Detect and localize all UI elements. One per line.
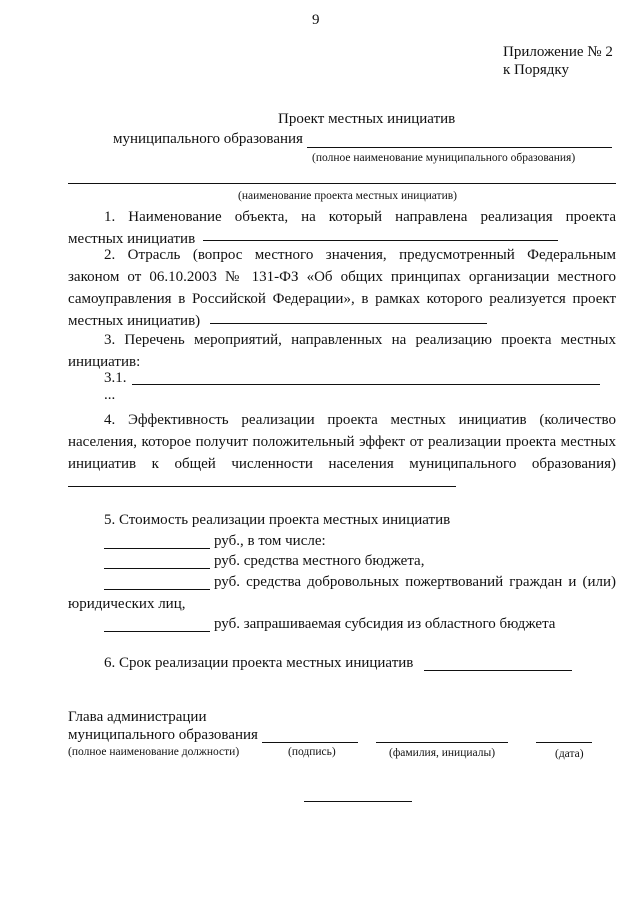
signature-field: [262, 742, 358, 743]
page-number: 9: [312, 12, 320, 28]
item-5-local-field: [104, 568, 210, 569]
caption-signature: (подпись): [288, 746, 336, 758]
item-3-sub: 3.1.: [104, 370, 127, 386]
caption-date: (дата): [555, 748, 584, 760]
item-2-line1: 2. Отрасль (вопрос местного значения, предусмотренный Федеральным: [104, 247, 616, 263]
item-3-line2: инициатив:: [68, 354, 141, 370]
item-4: [68, 409, 616, 475]
name-field: [376, 742, 508, 743]
item-5-row3b: юридических лиц,: [68, 596, 186, 612]
title-line2: муниципального образования: [113, 131, 303, 147]
item-3: [68, 329, 616, 373]
item-5-row2: руб. средства местного бюджета,: [214, 553, 425, 569]
item-3-line1: 3. Перечень мероприятий, направленных на реализацию проекта местных: [104, 332, 616, 348]
item-4-field: [68, 486, 456, 487]
item-5-row3: руб. средства добровольных пожертвований граждан и (или): [214, 574, 616, 590]
closing-rule: [304, 801, 412, 802]
caption-position: (полное наименование должности): [68, 746, 240, 758]
item-2-line2: законом от 06.10.2003 № 131-ФЗ «Об общих принципах организации местного: [68, 269, 616, 285]
signature-line2: муниципального образования: [68, 727, 258, 743]
item-1-field: [203, 240, 558, 241]
item-2-line3: самоуправления в Российской Федерации», в рамках которого реализуется проект: [68, 291, 616, 307]
item-2-field: [210, 323, 487, 324]
item-5-row1: руб., в том числе:: [214, 533, 326, 549]
item-2: [68, 244, 616, 332]
caption-name: (фамилия, инициалы): [389, 747, 496, 759]
item-1-line2: местных инициатив: [68, 231, 196, 247]
item-4-line3: инициатив к общей численности населения муниципального образования): [68, 456, 616, 472]
item-5-donations-field: [104, 589, 210, 590]
item-3-1-field: [132, 384, 600, 385]
municipality-name-field: [307, 147, 612, 148]
project-name-caption: (наименование проекта местных инициатив): [238, 190, 457, 202]
project-name-field: [68, 183, 616, 184]
appendix-line2: к Порядку: [503, 62, 569, 78]
item-5-subsidy-field: [104, 631, 210, 632]
item-6-label: 6. Срок реализации проекта местных инициатив: [104, 655, 414, 671]
item-5-title: 5. Стоимость реализации проекта местных инициатив: [104, 512, 451, 528]
item-3-ellipsis: ...: [104, 387, 116, 403]
item-4-line2: населения, которое получит положительный эффект от реализации проекта местных: [68, 434, 616, 450]
title-line1: Проект местных инициатив: [278, 111, 456, 127]
appendix-line1: Приложение № 2: [503, 44, 613, 60]
municipality-name-caption: (полное наименование муниципального образования): [312, 152, 576, 164]
item-4-line1: 4. Эффективность реализации проекта местных инициатив (количество: [104, 412, 616, 428]
item-6-field: [424, 670, 572, 671]
date-field: [536, 742, 592, 743]
item-1-line1: 1. Наименование объекта, на который направлена реализация проекта: [104, 209, 616, 225]
item-2-line4: местных инициатив): [68, 313, 201, 329]
item-5-total-field: [104, 548, 210, 549]
item-5-row4: руб. запрашиваемая субсидия из областного бюджета: [214, 616, 556, 632]
signature-line1: Глава администрации: [68, 709, 207, 725]
